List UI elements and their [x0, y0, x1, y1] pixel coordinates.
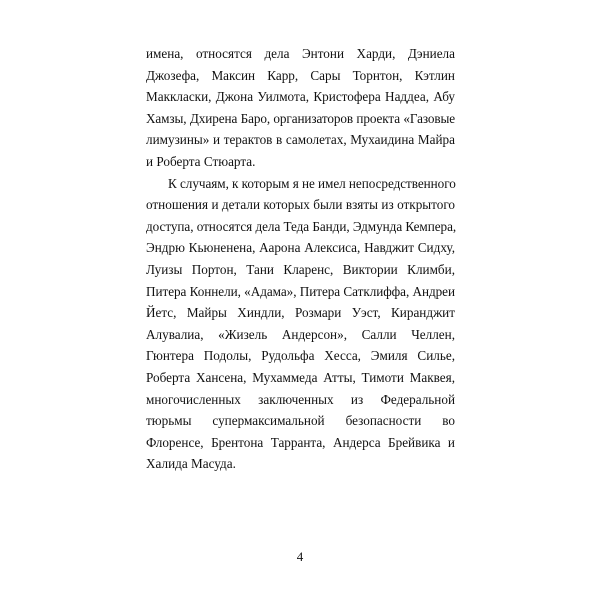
- text-line: Роберта Хансена, Мухаммеда Атты, Тимоти Маквея,: [146, 369, 455, 385]
- text-line: доступа, относятся дела Теда Банди, Эдмунда Кемпера,: [146, 218, 457, 234]
- text-line: Джозефа, Максин Карр, Сары Торнтон, Кэтлин: [146, 67, 455, 83]
- text-line: и Роберта Стюарта.: [146, 153, 256, 169]
- page-number: 4: [296, 549, 304, 564]
- text-line: Питера Коннели, «Адама», Питера Сатклиффа, Андреи: [146, 283, 455, 299]
- text-line: К случаям, к которым я не имел непосредственного: [168, 175, 456, 191]
- text-line: Макклаcки, Джона Уилмота, Кристофера Наддеа, Абу: [146, 89, 455, 105]
- text-line: Луизы Портон, Тани Кларенс, Виктории Климби,: [146, 261, 455, 277]
- body-text: [146, 43, 455, 475]
- text-line: Халида Масуда.: [146, 456, 236, 472]
- text-line: тюрьмы супермаксимальной безопасности во: [146, 413, 455, 429]
- text-line: многочисленных заключенных из Федеральной: [146, 391, 455, 407]
- paragraph-1: [146, 43, 455, 173]
- paragraph-2: [146, 173, 455, 475]
- text-line: лимузины» и терактов в самолетах, Мухаидина Майра: [146, 132, 455, 148]
- text-line: Хамзы, Дхирена Баро, организаторов проекта «Газовые: [146, 110, 455, 126]
- text-line: Йетс, Майры Хиндли, Розмари Уэст, Киранджит: [146, 305, 455, 321]
- text-line: Гюнтера Подолы, Рудольфа Хесса, Эмиля Сильe,: [146, 348, 455, 364]
- text-line: имена, относятся дела Энтони Харди, Дэниела: [146, 46, 455, 61]
- text-line: Эндрю Кьюненена, Аарона Алексиса, Навджит Сидху,: [146, 240, 455, 256]
- text-line: Флоренсе, Брентона Тарранта, Андерса Брейвика и: [146, 434, 455, 450]
- text-line: отношения и детали которых были взяты из открытого: [146, 197, 455, 213]
- text-line: Алувалиа, «Жизель Андерсон», Салли Челлен,: [146, 326, 455, 342]
